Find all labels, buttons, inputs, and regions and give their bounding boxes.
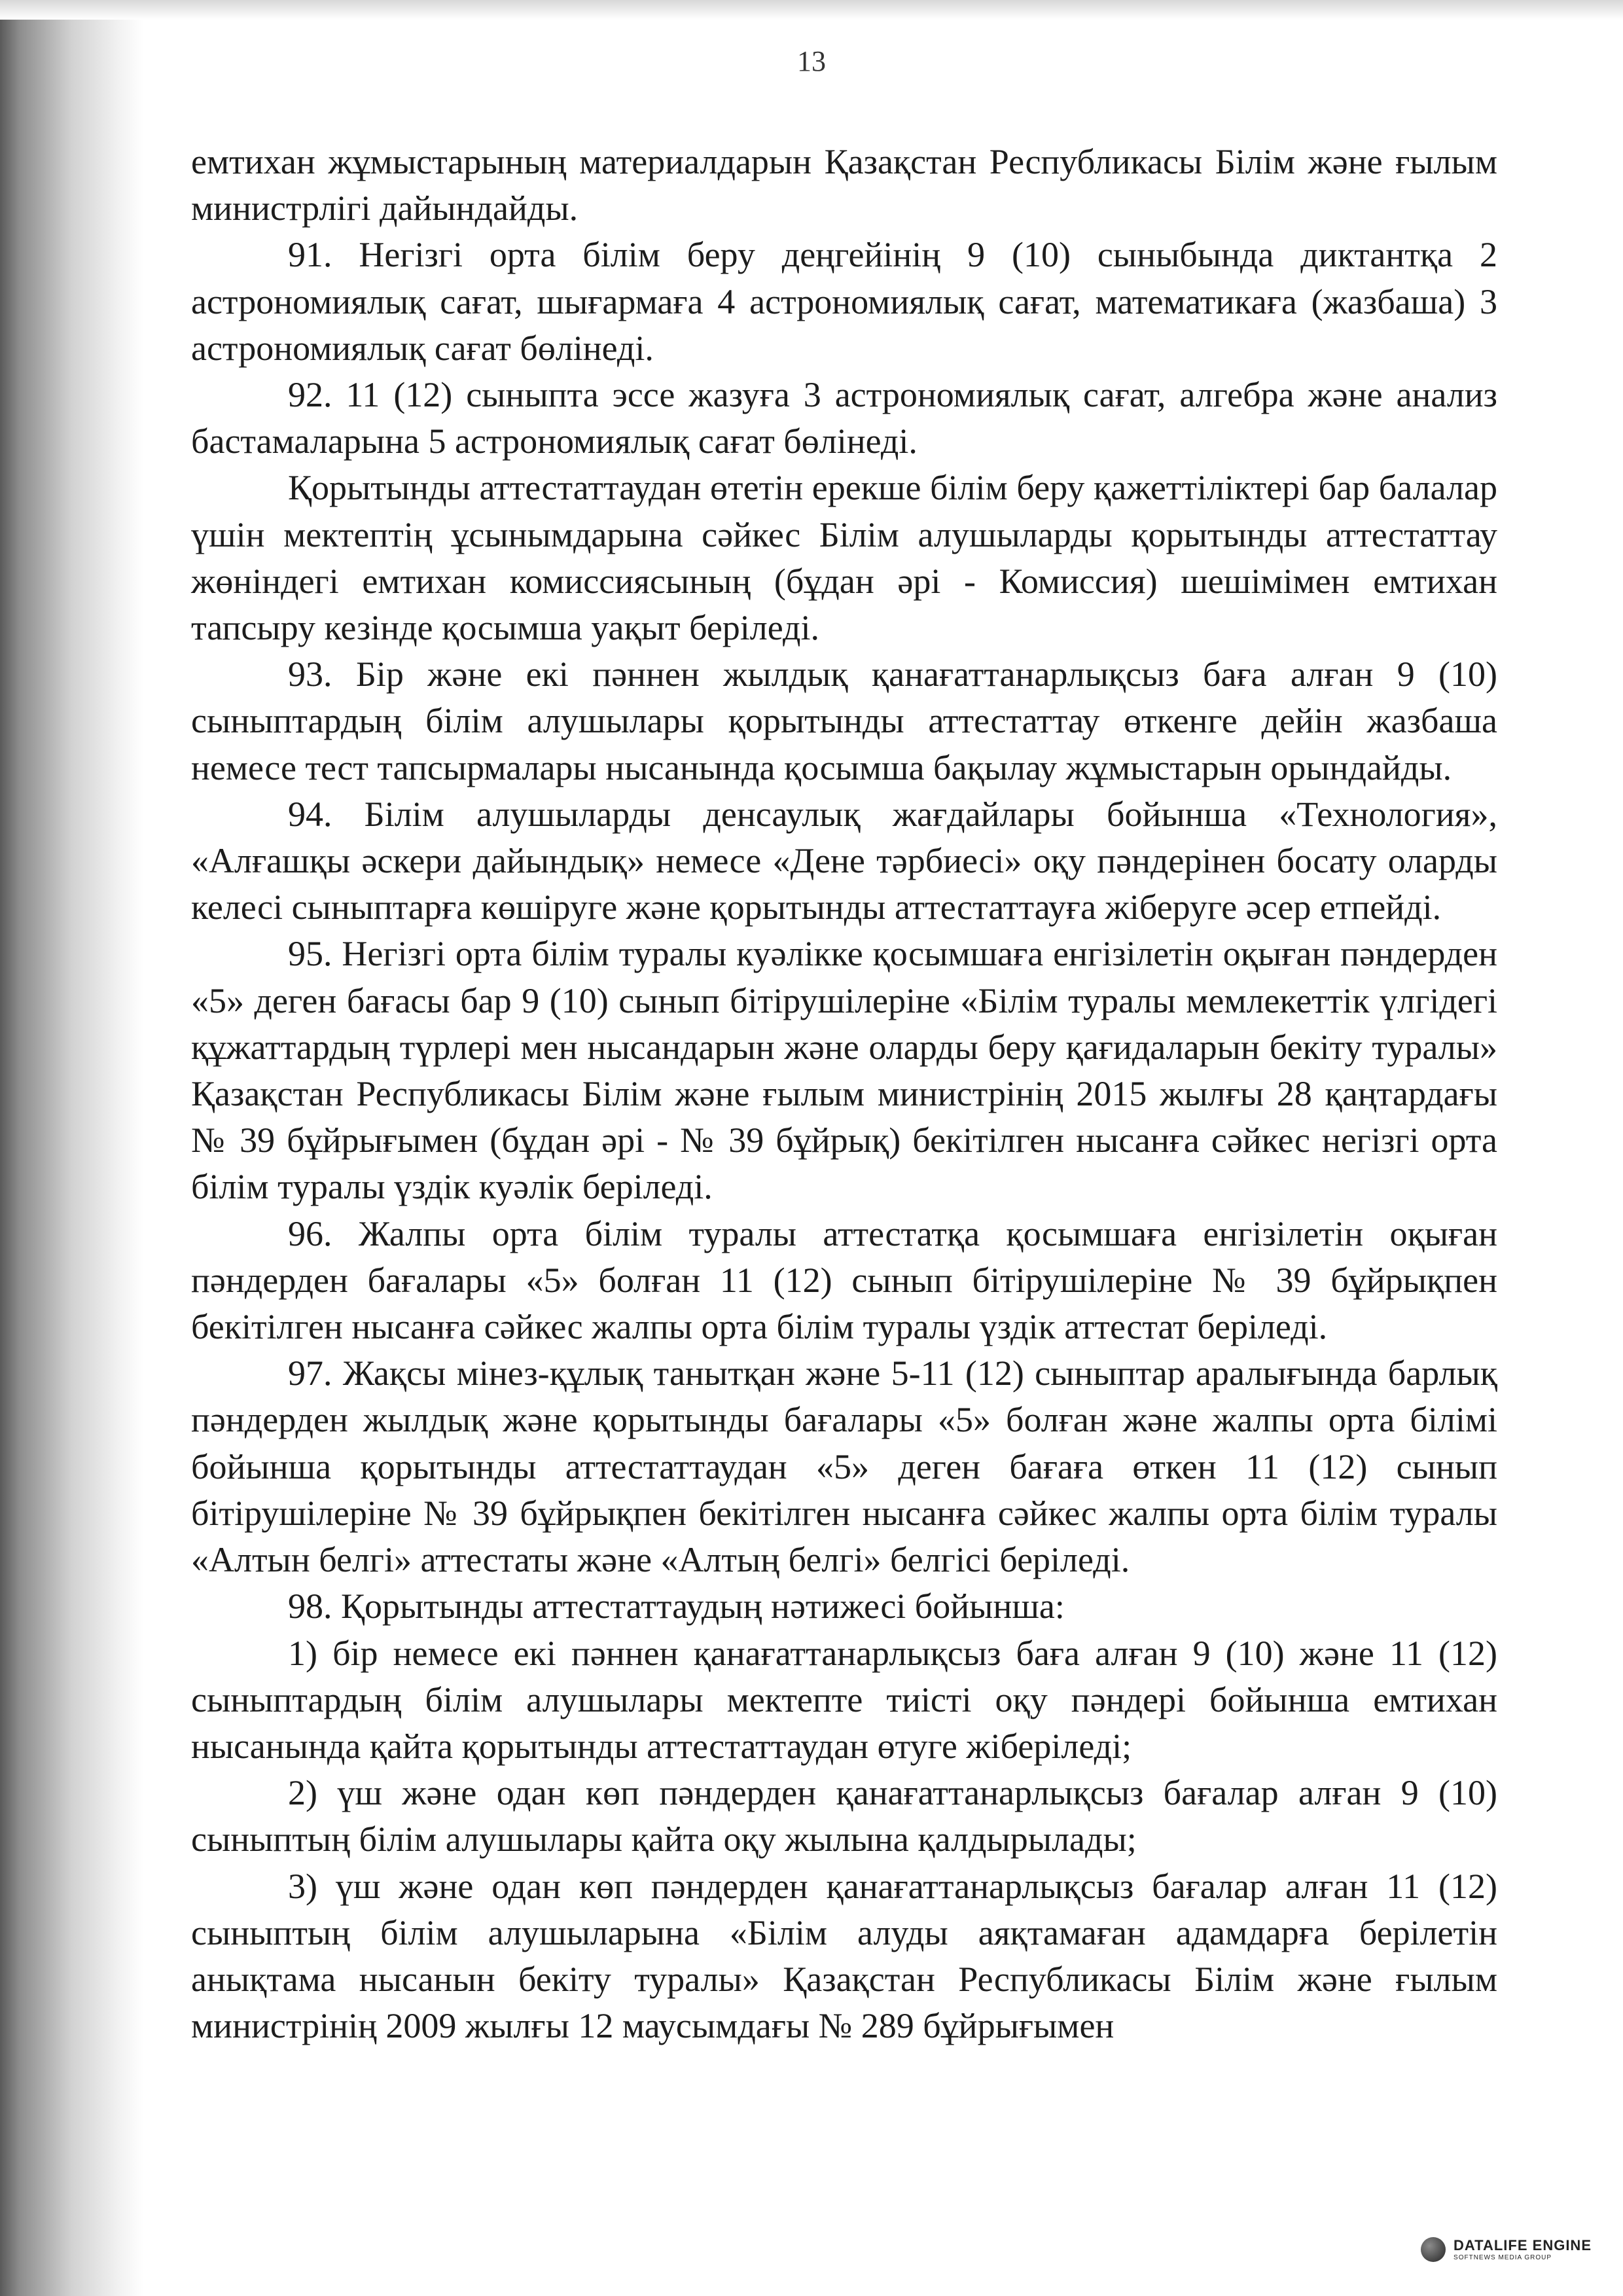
list-item-2: 2) үш және одан көп пәндерден қанағаттанарлықсыз бағалар алған 9 (10) сыныптың білім алушылары қайта оқу жылына қалдырылады; [191,1773,1497,1859]
logo-title: DATALIFE ENGINE [1454,2236,1592,2253]
paragraph-95: 95. Негізгі орта білім туралы куәлікке қосымшаға енгізілетін оқыған пәндерден «5» деген бағасы бар 9 (10) сынып бітірушілеріне «Білім туралы мемлекеттік үлгідегі құжаттардың түрлері мен нысандарын және оларды беру қағидаларын бекіту туралы» Қазақстан Республикасы Білім және ғылым министрінің 2015 жылғы 28 қаңтардағы № 39 бұйрығымен (бұдан әрі - № 39 бұйрық) бекітілген нысанға сәйкес негізгі орта білім туралы үздік куәлік беріледі. [191,934,1497,1207]
list-item-1: 1) бір немесе екі пәннен қанағаттанарлықсыз баға алған 9 (10) және 11 (12) сыныптардың білім алушылары мектепте тиісті оқу пәндері бойынша емтихан нысанында қайта қорытынды аттестаттаудан өтуге жіберіледі; [191,1633,1497,1766]
paragraph-91: 91. Негізгі орта білім беру деңгейінің 9 (10) сыныбында диктантқа 2 астрономиялық сағат, шығармаға 4 астрономиялық сағат, математикаға (жазбаша) 3 астрономиялық сағат бөлінеді. [191,235,1497,368]
watermark-logo [1421,2237,1592,2262]
list-item-3: 3) үш және одан көп пәндерден қанағаттанарлықсыз бағалар алған 11 (12) сыныптың білім алушыларына «Білім алуды аяқтамаған адамдарға берілетін анықтама нысанын бекіту туралы» Қазақстан Республикасы Білім және ғылым министрінің 2009 жылғы 12 маусымдағы № 289 бұйрығымен [191,1866,1497,2046]
paragraph-additional-time: Қорытынды аттестаттаудан өтетін ерекше білім беру қажеттіліктері бар балалар үшін мектептің ұсынымдарына сәйкес Білім алушыларды қорытынды аттестаттау жөніндегі емтихан комиссиясының (бұдан әрі - Комиссия) шешімімен емтихан тапсыру кезінде қосымша уақыт беріледі. [191,468,1497,648]
scan-top-shadow [0,0,1623,20]
paragraph-97: 97. Жақсы мінез-құлық танытқан және 5-11 (12) сыныптар аралығында барлық пәндерден жылдық және қорытынды бағалары «5» болған және жалпы орта білімі бойынша қорытынды аттестаттаудан «5» деген бағаға өткен 11 (12) сынып бітірушілеріне № 39 бұйрықпен бекітілген нысанға сәйкес жалпы орта білім туралы «Алтын белгі» аттестаты және «Алтың белгі» белгісі беріледі. [191,1354,1497,1580]
document-body [191,139,1497,2049]
scan-edge-shadow [0,0,144,2296]
paragraph-92: 92. 11 (12) сыныпта эссе жазуға 3 астрономиялық сағат, алгебра және анализ бастамаларына 5 астрономиялық сағат бөлінеді. [191,375,1497,461]
paragraph-94: 94. Білім алушыларды денсаулық жағдайлары бойынша «Технология», «Алғашқы әскери дайындық» немесе «Дене тәрбиесі» оқу пәндерінен босату оларды келесі сыныптарға көшіруге және қорытынды аттестаттауға жіберуге әсер етпейді. [191,794,1497,927]
paragraph-93: 93. Бір және екі пәннен жылдық қанағаттанарлықсыз баға алған 9 (10) сыныптардың білім алушылары қорытынды аттестаттау өткенге дейін жазбаша немесе тест тапсырмалары нысанында қосымша бақылау жұмыстарын орындайды. [191,655,1497,787]
logo-subtitle: SOFTNEWS MEDIA GROUP [1454,2253,1552,2261]
paragraph-96: 96. Жалпы орта білім туралы аттестатқа қосымшаға енгізілетін оқыған пәндерден бағалары «5» болған 11 (12) сынып бітірушілеріне № 39 бұйрықпен бекітілген нысанға сәйкес жалпы орта білім туралы үздік аттестат беріледі. [191,1213,1497,1347]
paragraph: емтихан жұмыстарының материалдарын Қазақстан Республикасы Білім және ғылым министрлігі дайындайды. [191,142,1497,228]
paragraph-98: 98. Қорытынды аттестаттаудың нәтижесі бойынша: [288,1587,1065,1626]
logo-icon [1421,2237,1446,2262]
page-number: 13 [797,45,826,77]
